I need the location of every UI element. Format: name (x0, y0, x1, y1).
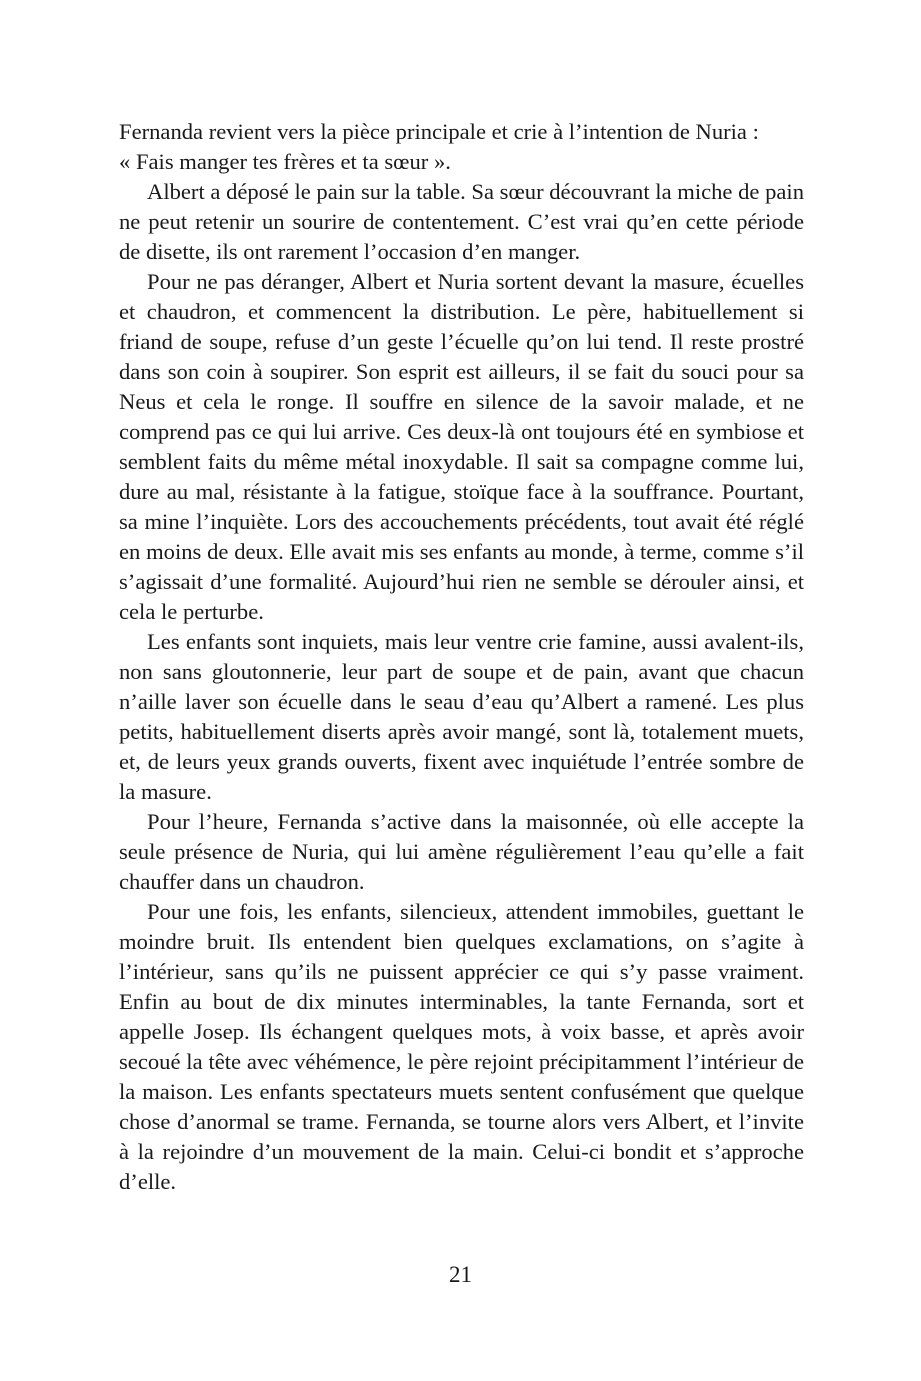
paragraph-5: Pour l’heure, Fernanda s’active dans la maisonnée, où elle accepte la seule présence de Nuria, qui lui amène régulièrement l’eau qu’elle a fait chauffer dans un chaudron. (119, 809, 804, 894)
paragraph-4: Les enfants sont inquiets, mais leur ventre crie famine, aussi avalent-ils, non sans gloutonnerie, leur part de soupe et de pain, avant que chacun n’aille laver son écuelle dans le seau d’eau qu’Albert a ramené. Les plus petits, habituellement diserts après avoir mangé, sont là, totalement muets, et, de leurs yeux grands ouverts, fixent avec inquiétude l’entrée sombre de la masure. (119, 629, 804, 804)
paragraph-2: Albert a déposé le pain sur la table. Sa sœur découvrant la miche de pain ne peut retenir un sourire de contentement. C’est vrai qu’en cette période de disette, ils ont rarement l’occasion d’en manger. (119, 179, 804, 264)
paragraph-1-line-2: « Fais manger tes frères et ta sœur ». (119, 149, 451, 174)
paragraph-6: Pour une fois, les enfants, silencieux, attendent immobiles, guettant le moindre bruit. Ils entendent bien quelques exclamations, on s’agite à l’intérieur, sans qu’ils ne puissent apprécier ce qui s’y passe vraiment. Enfin au bout de dix minutes interminables, la tante Fernanda, sort et appelle Josep. Ils échangent quelques mots, à voix basse, et après avoir secoué la tête avec véhémence, le père rejoint précipitamment l’intérieur de la maison. Les enfants spectateurs muets sentent confusément que quelque chose d’anormal se trame. Fernanda, se tourne alors vers Albert, et l’invite à la rejoindre d’un mouvement de la main. Celui-ci bondit et s’approche d’elle. (119, 899, 804, 1194)
paragraph-1 (119, 117, 804, 177)
page-number: 21 (449, 1262, 472, 1287)
page-body (119, 117, 804, 1197)
paragraph-1-line-1: Fernanda revient vers la pièce principale et crie à l’intention de Nuria : (119, 119, 759, 144)
paragraph-3: Pour ne pas déranger, Albert et Nuria sortent devant la masure, écuelles et chaudron, et commencent la distribution. Le père, habituellement si friand de soupe, refuse d’un geste l’écuelle qu’on lui tend. Il reste prostré dans son coin à soupirer. Son esprit est ailleurs, il se fait du souci pour sa Neus et cela le ronge. Il souffre en silence de la savoir malade, et ne comprend pas ce qui lui arrive. Ces deux-là ont toujours été en symbiose et semblent faits du même métal inoxydable. Il sait sa compagne comme lui, dure au mal, résistante à la fatigue, stoïque face à la souffrance. Pourtant, sa mine l’inquiète. Lors des accouchements précédents, tout avait été réglé en moins de deux. Elle avait mis ses enfants au monde, à terme, comme s’il s’agissait d’une formalité. Aujourd’hui rien ne semble se dérouler ainsi, et cela le perturbe. (119, 269, 804, 624)
